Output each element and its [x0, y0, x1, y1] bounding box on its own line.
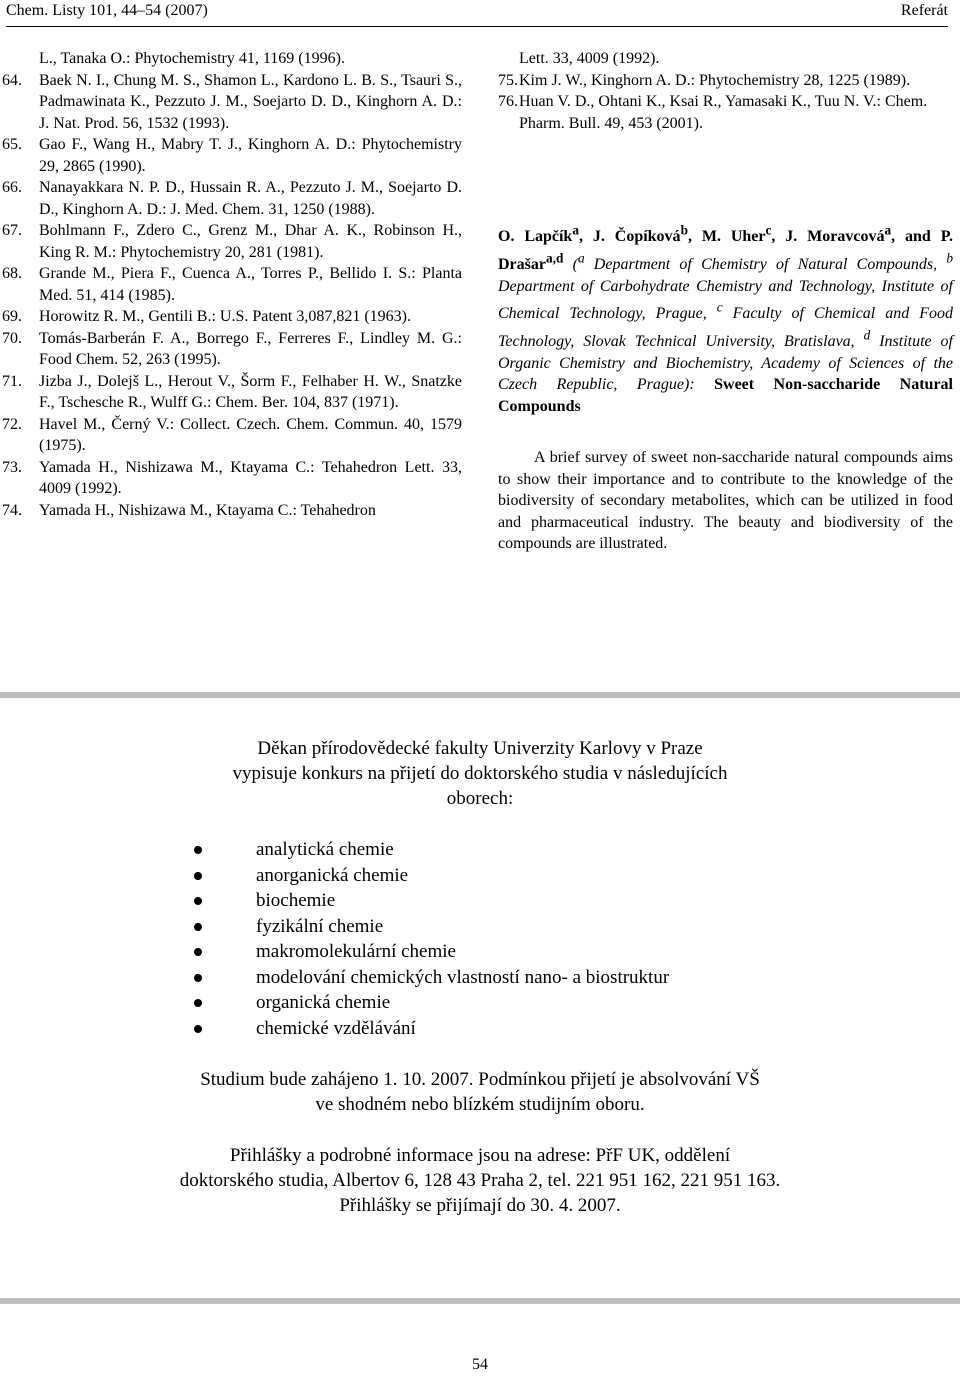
reference-item: 71. Jizba J., Dolejš L., Herout V., Šorm F., Felhaber H. W., Snatzke F., Tschesche R., Wulff G.: Chem. Ber. 104, 837 (1971). [2, 372, 462, 411]
reference-item: 67. Bohlmann F., Zdero C., Grenz M., Dhar A. K., Robinson H., King R. M.: Phytochemistry 20, 281 (1981). [2, 222, 462, 261]
list-item: anorganická chemie [192, 863, 960, 889]
reference-item: 65. Gao F., Wang H., Mabry T. J., Kinghorn A. D.: Phytochemistry 29, 2865 (1990). [2, 136, 462, 175]
announcement-line: Děkan přírodovědecké fakulty Univerzity Karlovy v Praze [257, 738, 703, 759]
reference-item: 76. Huan V. D., Ohtani K., Ksai R., Yamasaki K., Tuu N. V.: Chem. Pharm. Bull. 49, 453 (2001). [498, 93, 928, 132]
start-info: Studium bude zahájeno 1. 10. 2007. Podmínkou přijetí je absolvování VŠ ve shodném nebo blízkém studijním oboru. [200, 1069, 760, 1115]
abstract-header [498, 220, 953, 417]
list-item: biochemie [192, 888, 960, 914]
bullet-icon [194, 897, 202, 905]
reference-item: 74. Yamada H., Nishizawa M., Ktayama C.: Tehahedron [2, 501, 376, 519]
reference-item: L., Tanaka O.: Phytochemistry 41, 1169 (1996). [39, 50, 345, 67]
reference-item: 64. Baek N. I., Chung M. S., Shamon L., Kardono L. B. S., Tsauri S., Padmawinata K., Pezzuto J. M., Soejarto D. D., Kinghorn A. D.: J. Nat. Prod. 56, 1532 (1993). [2, 71, 462, 132]
admission-announcement [0, 692, 960, 1304]
references-left-column [2, 48, 462, 521]
section-label: Referát [900, 2, 948, 19]
contact-info: Přihlášky a podrobné informace jsou na adrese: PřF UK, oddělení doktorského studia, Albertov 6, 128 43 Praha 2, tel. 221 951 162, 221 951 163. Přihlášky se přijímají do 30. 4. 2007. [179, 1145, 781, 1216]
list-item: organická chemie [192, 990, 960, 1016]
list-item: makromolekulární chemie [192, 939, 960, 965]
author-list: O. Lapčík$^a$, J. Čopíková$^b$, M. Uher$^c$, J. Moravcová$^a$, and P. Drašar$^{a,d}$ [498, 223, 954, 274]
running-header [6, 0, 948, 27]
reference-item: 69. Horowitz R. M., Gentili B.: U.S. Patent 3,087,821 (1963). [2, 308, 411, 325]
page-number: 54 [472, 1356, 488, 1373]
list-item: analytická chemie [192, 837, 960, 863]
abstract-title: Sweet Non-saccharide Natural Compounds [498, 376, 954, 415]
study-fields-list [192, 837, 960, 1041]
list-item: modelování chemických vlastností nano- a biostruktur [192, 965, 960, 991]
bullet-icon [194, 923, 202, 931]
bullet-icon [194, 846, 202, 854]
affiliations: ($^a$ Department of Chemistry of Natural Compounds, $^b$ Department of Carbohydrate Chemistry and Technology, Institute of Chemical Technology, Prague, $^c$ Faculty of Chemical and Food Technology, Slovak Technical University, Bratislava, $^d$ Institute of Organic Chemistry and Biochemistry, Academy of Sciences of the Czech Republic, Prague): [498, 250, 954, 394]
list-item: chemické vzdělávání [192, 1016, 960, 1042]
reference-item: Lett. 33, 4009 (1992). [519, 50, 660, 67]
reference-item: 68. Grande M., Piera F., Cuenca A., Torres P., Bellido I. S.: Planta Med. 51, 414 (1985). [2, 265, 462, 304]
bullet-icon [194, 1025, 202, 1033]
bullet-icon [194, 872, 202, 880]
list-item: fyzikální chemie [192, 914, 960, 940]
bullet-icon [194, 999, 202, 1007]
abstract-text: A brief survey of sweet non-saccharide natural compounds aims to show their importance and to contribute to the knowledge of the biodiversity of secondary metabolites, which can be utilized in food and pharmaceutical industry. The beauty and biodiversity of the compounds are illustrated. [498, 449, 953, 553]
reference-item: 73. Yamada H., Nishizawa M., Ktayama C.: Tehahedron Lett. 33, 4009 (1992). [2, 458, 462, 497]
announcement-line: oborech: [446, 788, 514, 809]
reference-item: 75. Kim J. W., Kinghorn A. D.: Phytochemistry 28, 1225 (1989). [498, 71, 911, 89]
bullet-icon [194, 974, 202, 982]
journal-citation: Chem. Listy 101, 44–54 (2007) [6, 2, 208, 19]
reference-item: 72. Havel M., Černý V.: Collect. Czech. Chem. Commun. 40, 1579 (1975). [2, 415, 462, 454]
bullet-icon [194, 948, 202, 956]
reference-item: 70. Tomás-Barberán F. A., Borrego F., Ferreres F., Lindley M. G.: Food Chem. 52, 263 (1995). [2, 329, 462, 368]
reference-item: 66. Nanayakkara N. P. D., Hussain R. A., Pezzuto J. M., Soejarto D. D., Kinghorn A. D.: J. Med. Chem. 31, 1250 (1988). [2, 179, 462, 218]
right-column [498, 48, 953, 555]
announcement-line: vypisuje konkurs na přijetí do doktorského studia v následujících [232, 763, 728, 784]
